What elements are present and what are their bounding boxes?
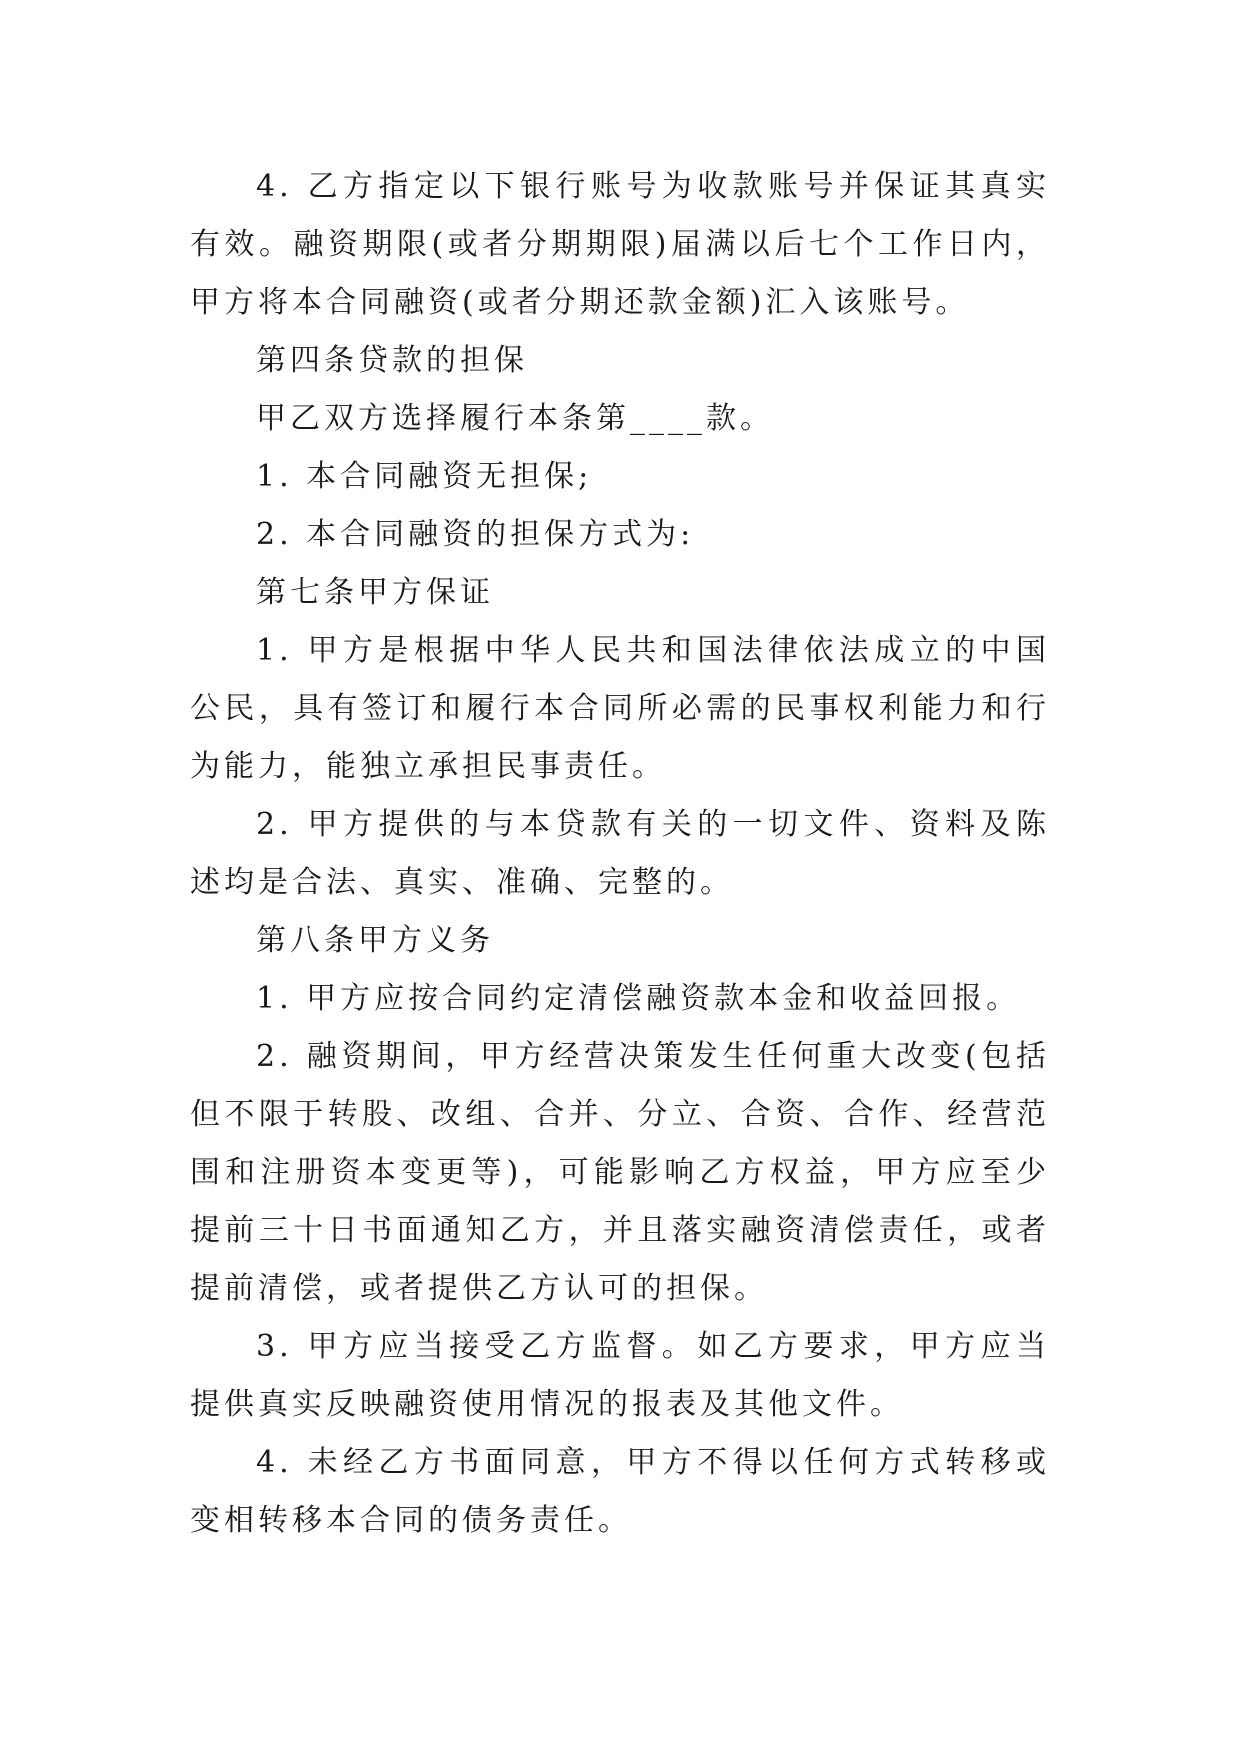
heading-article-4: 第四条贷款的担保 (256, 343, 528, 378)
heading-article-8: 第八条甲方义务 (256, 923, 494, 958)
heading-article-7: 第七条甲方保证 (256, 575, 494, 610)
paragraph-major-changes: 2. 融资期间，甲方经营决策发生任何重大改变(包括但不限于转股、改组、合并、分立、合资、合作、经营范围和注册资本变更等)，可能影响乙方权益，甲方应至少提前三十日书面通知乙方，并且落实融资清偿责任，或者提前清偿，或者提供乙方认可的担保。 (190, 1039, 1050, 1306)
paragraph-no-transfer: 4. 未经乙方书面同意，甲方不得以任何方式转移或变相转移本合同的债务责任。 (190, 1445, 1050, 1538)
paragraph-party-a-documents: 2. 甲方提供的与本贷款有关的一切文件、资料及陈述均是合法、真实、准确、完整的。 (190, 807, 1050, 900)
paragraph-choose-clause: 甲乙双方选择履行本条第____款。 (256, 401, 774, 436)
paragraph-party-a-citizen: 1. 甲方是根据中华人民共和国法律依法成立的中国公民，具有签订和履行本合同所必需的民事权利能力和行为能力，能独立承担民事责任。 (190, 633, 1050, 784)
paragraph-supervision: 3. 甲方应当接受乙方监督。如乙方要求，甲方应当提供真实反映融资使用情况的报表及其他文件。 (190, 1329, 1050, 1422)
paragraph-guarantee-method: 2. 本合同融资的担保方式为: (256, 517, 695, 552)
paragraph-no-guarantee: 1. 本合同融资无担保; (256, 459, 593, 494)
paragraph-bank-account: 4. 乙方指定以下银行账号为收款账号并保证其真实有效。融资期限(或者分期期限)届满以后七个工作日内，甲方将本合同融资(或者分期还款金额)汇入该账号。 (190, 169, 1050, 320)
paragraph-repay-principal: 1. 甲方应按合同约定清偿融资款本金和收益回报。 (256, 981, 1021, 1016)
document-body (190, 158, 1050, 1550)
